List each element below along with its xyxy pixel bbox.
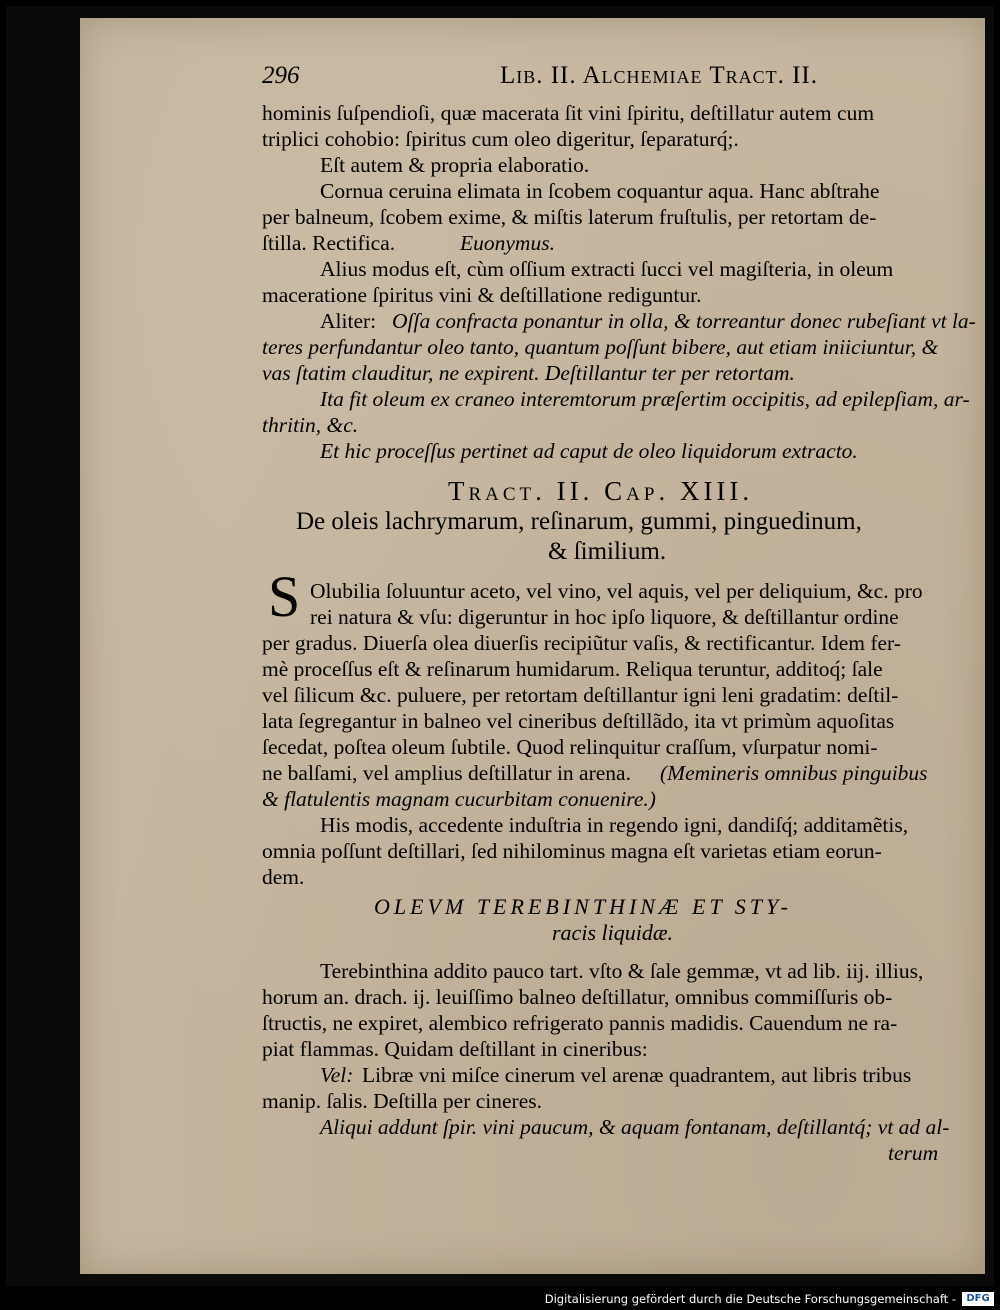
chapter-title: De oleis lachrymarum, reſinarum, gummi, pinguedinum, xyxy=(296,508,862,535)
text-line: Libræ vni miſce cinerum vel arenæ quadrantem, aut libris tribus xyxy=(362,1063,912,1087)
text-line: Ita fit oleum ex craneo interemtorum præſertim occipitis, ad epilepſiam, ar- xyxy=(320,387,970,411)
section-title: OLEVM TEREBINTHINÆ ET STY- xyxy=(374,894,792,919)
text-line: horum an. drach. ij. leuiſſimo balneo deſtillatur, omnibus commiſſuris ob- xyxy=(262,985,893,1009)
catchword: terum xyxy=(888,1141,939,1165)
text-line: ne balſami, vel amplius deſtillatur in arena. xyxy=(262,761,631,785)
text-line: Oſſa confracta ponantur in olla, & torreantur donec rubeſiant vt la- xyxy=(392,309,976,333)
text-line: omnia poſſunt deſtillari, ſed nihilominus magna eſt varietas etiam eorun- xyxy=(262,839,882,863)
chapter-title: & ſimilium. xyxy=(548,538,667,565)
text-line: triplici cohobio: ſpiritus cum oleo digeritur, ſeparaturq́;. xyxy=(262,127,739,151)
text-line: Olubilia ſoluuntur aceto, vel vino, vel aquis, vel per deliquium, &c. pro xyxy=(310,579,923,603)
text-line: mè proceſſus eſt & reſinarum humidarum. Reliqua teruntur, additoq́; ſale xyxy=(262,657,883,681)
text-line: rei natura & vſu: digeruntur in hoc ipſo liquore, & deſtillantur ordine xyxy=(310,605,899,629)
running-title: Lib. II. Alchemiae Tract. II. xyxy=(499,62,818,89)
text-line: Aliqui addunt ſpir. vini paucum, & aquam fontanam, deſtillantq́; vt ad al- xyxy=(320,1115,950,1139)
text-line: ſtructis, ne expiret, alembico refrigerato pannis madidis. Cauendum ne ra- xyxy=(262,1011,898,1035)
text-line: (Memineris omnibus pinguibus xyxy=(660,761,928,785)
text-line: maceratione ſpiritus vini & deſtillatione rediguntur. xyxy=(262,283,702,307)
section-title: racis liquidæ. xyxy=(552,920,674,945)
text-line: ſecedat, poſtea oleum ſubtile. Quod relinquitur craſſum, vſurpatur nomi- xyxy=(262,735,878,759)
text-line: hominis ſuſpendioſi, quæ macerata ſit vini ſpiritu, deſtillatur autem cum xyxy=(262,101,875,125)
text-line: Eſt autem & propria elaboratio. xyxy=(320,153,590,177)
text-line: Terebinthina addito pauco tart. vſto & ſale gemmæ, vt ad lib. iij. illius, xyxy=(320,959,924,983)
page-number: 296 xyxy=(262,62,300,89)
text-line: thritin, &c. xyxy=(262,413,359,437)
text-line: per gradus. Diuerſa olea diuerſis recipiũtur vaſis, & rectificantur. Idem fer- xyxy=(262,631,901,655)
text-line: & flatulentis magnam cucurbitam conuenire.) xyxy=(262,787,656,811)
text-line: Et hic proceſſus pertinet ad caput de oleo liquidorum extracto. xyxy=(320,439,858,463)
text-line: His modis, accedente induſtria in regendo igni, dandiſq́; additamẽtis, xyxy=(320,813,909,837)
text-line: dem. xyxy=(262,865,305,889)
text-line: Alius modus eſt, cùm oſſium extracti ſucci vel magiſteria, in oleum xyxy=(320,257,894,281)
dfg-logo: DFG xyxy=(962,1292,994,1306)
text-line: piat flammas. Quidam deſtillant in cineribus: xyxy=(262,1037,648,1061)
text-line-lead: Aliter: xyxy=(320,309,377,333)
text-line: vel ſilicum &c. puluere, per retortam deſtillantur igni leni gradatim: deſtil- xyxy=(262,683,899,707)
running-head xyxy=(262,62,958,96)
text-line: vas ſtatim clauditur, ne expirent. Deſtillantur ter per retortam. xyxy=(262,361,795,385)
text-line: per balneum, ſcobem exime, & miſtis laterum fruſtulis, per retortam de- xyxy=(262,205,877,229)
text-line-lead: Vel: xyxy=(320,1063,354,1087)
text-line: Cornua ceruina elimata in ſcobem coquantur aqua. Hanc abſtrahe xyxy=(320,179,880,203)
text-line: lata ſegregantur in balneo vel cineribus deſtillãdo, ita vt primùm aquoſitas xyxy=(262,709,895,733)
drop-cap: S xyxy=(268,564,301,629)
marginal-note: Euonymus. xyxy=(460,231,555,255)
text-line: ſtilla. Rectifica. xyxy=(262,231,396,255)
footer-credit: Digitalisierung gefördert durch die Deutsche Forschungsgemeinschaft - xyxy=(544,1292,956,1306)
text-line: teres perfundantur oleo tanto, quantum poſſunt bibere, aut etiam iniiciuntur, & xyxy=(262,335,939,359)
chapter-heading: Tract. II. Cap. XIII. xyxy=(448,476,754,506)
text-line: manip. ſalis. Deſtilla per cineres. xyxy=(262,1089,543,1113)
